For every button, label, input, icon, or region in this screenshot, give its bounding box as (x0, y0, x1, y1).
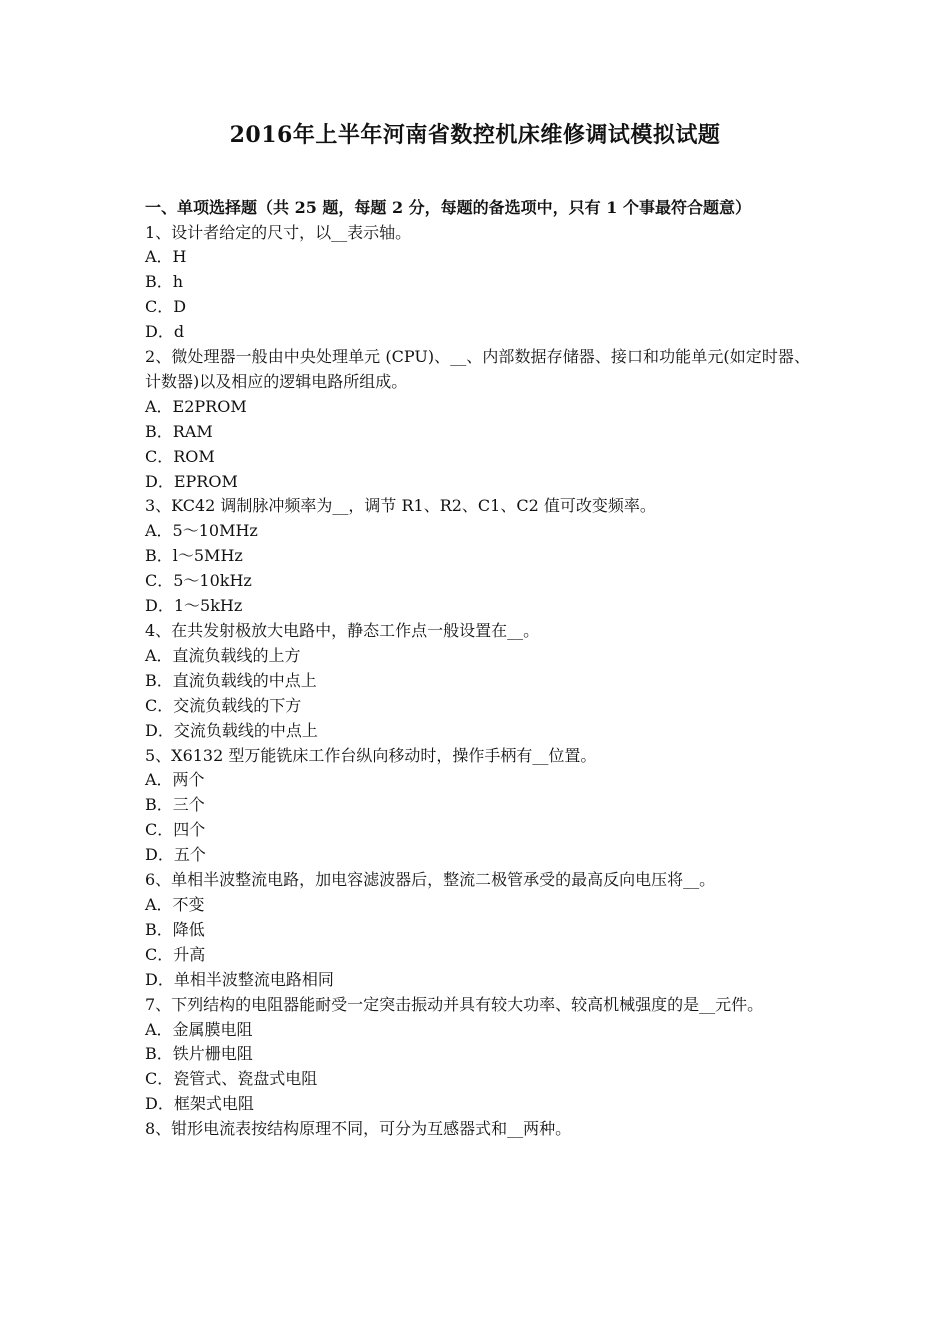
question-text: 8、钳形电流表按结构原理不同，可分为互感器式和__两种。 (145, 1119, 572, 1139)
option-c: C．5～10kHz (145, 571, 252, 591)
option-a: A．5～10MHz (145, 521, 258, 541)
option-b: B．铁片栅电阻 (145, 1044, 253, 1064)
question-text: 3、KC42 调制脉冲频率为__，调节 R1、R2、C1、C2 值可改变频率。 (145, 496, 656, 516)
question-text: 2、微处理器一般由中央处理单元 (CPU)、__、内部数据存储器、接口和功能单元(如定时器、计数器)以及相应的逻辑电路所组成。 (145, 347, 810, 391)
question-text: 6、单相半波整流电路，加电容滤波器后，整流二极管承受的最高反向电压将__。 (145, 870, 716, 890)
option-a: A．两个 (145, 770, 205, 790)
option-d: D．五个 (145, 845, 206, 865)
option-d: D．1～5kHz (145, 596, 243, 616)
question-8 (145, 1117, 810, 1142)
option-c: C．D (145, 297, 187, 317)
question-5 (145, 744, 810, 869)
option-b: B．三个 (145, 795, 205, 815)
page-title: 2016年上半年河南省数控机床维修调试模拟试题 (229, 122, 721, 148)
option-c: C．升高 (145, 944, 206, 964)
option-d: D．单相半波整流电路相同 (145, 969, 334, 989)
option-d: D．交流负载线的中点上 (145, 720, 318, 740)
question-text: 1、设计者给定的尺寸，以__表示轴。 (145, 222, 412, 242)
option-d: D．d (145, 322, 185, 342)
option-d: D．框架式电阻 (145, 1094, 254, 1114)
option-b: B．RAM (145, 421, 213, 441)
question-text: 4、在共发射极放大电路中，静态工作点一般设置在__。 (145, 621, 540, 640)
question-1 (145, 221, 810, 346)
option-c: C．交流负载线的下方 (145, 695, 302, 715)
option-a: A．H (145, 247, 187, 267)
question-2 (145, 345, 810, 494)
question-6 (145, 868, 810, 993)
option-d: D．EPROM (145, 471, 238, 491)
option-a: A．金属膜电阻 (145, 1019, 253, 1039)
section-heading: 一、单项选择题（共 25 题，每题 2 分，每题的备选项中，只有 1 个事最符合题意） (145, 198, 751, 217)
question-7 (145, 993, 810, 1118)
question-text: 7、下列结构的电阻器能耐受一定突击振动并具有较大功率、较高机械强度的是__元件。 (145, 994, 764, 1014)
question-4 (145, 619, 810, 744)
option-b: B．降低 (145, 919, 205, 939)
option-a: A．E2PROM (145, 396, 247, 416)
option-c: C．ROM (145, 446, 215, 466)
option-c: C．瓷管式、瓷盘式电阻 (145, 1069, 318, 1089)
option-c: C．四个 (145, 820, 206, 840)
question-3 (145, 494, 810, 619)
option-b: B．l～5MHz (145, 546, 243, 566)
option-b: B．h (145, 272, 184, 292)
exam-content (145, 196, 810, 1142)
option-b: B．直流负载线的中点上 (145, 670, 317, 690)
question-text: 5、X6132 型万能铣床工作台纵向移动时，操作手柄有__位置。 (145, 745, 597, 765)
option-a: A．直流负载线的上方 (145, 645, 301, 665)
option-a: A．不变 (145, 894, 205, 914)
